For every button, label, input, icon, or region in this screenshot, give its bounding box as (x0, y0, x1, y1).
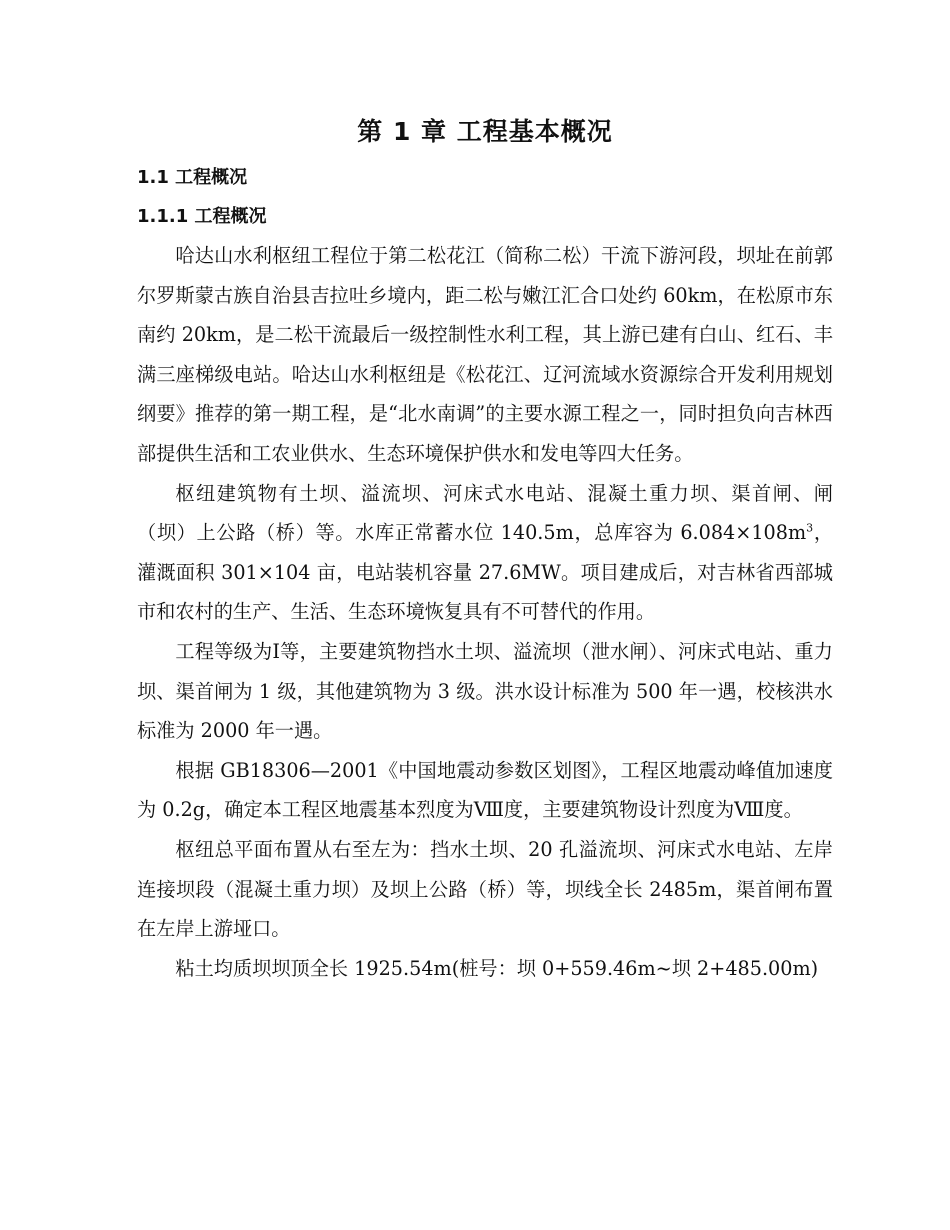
section-heading: 1.1 工程概况 (137, 167, 248, 188)
superscript-3: 3 (806, 521, 814, 535)
document-page (137, 110, 833, 988)
paragraph-dam-crest: 粘土均质坝坝顶全长 1925.54m(桩号：坝 0+559.46m~坝 2+485.00m) (175, 956, 819, 980)
paragraph-structures (137, 474, 833, 632)
chapter-title: 第 1 章 工程基本概况 (357, 117, 613, 146)
paragraph-layout: 枢纽总平面布置从右至左为：挡水土坝、20 孔溢流坝、河床式水电站、左岸连接坝段（混凝土重力坝）及坝上公路（桥）等，坝线全长 2485m，渠首闸布置在左岸上游垭口。 (137, 837, 833, 941)
paragraph-structures-text-a: 枢纽建筑物有土坝、溢流坝、河床式水电站、混凝土重力坝、渠首闸、闸（坝）上公路（桥）等。水库正常蓄水位 140.5m，总库容为 6.084×108m (137, 481, 833, 545)
subsection-heading: 1.1.1 工程概况 (137, 206, 267, 227)
paragraph-overview: 哈达山水利枢纽工程位于第二松花江（简称二松）干流下游河段，坝址在前郭尔罗斯蒙古族自治县吉拉吐乡境内，距二松与嫩江汇合口处约 60km，在松原市东南约 20km，是二松干流最后一级控制性水利工程，其上游已建有白山、红石、丰满三座梯级电站。哈达山水利枢纽是《松花江、辽河流域水资源综合开发利用规划纲要》推荐的第一期工程，是“北水南调”的主要水源工程之一，同时担负向吉林西部提供生活和工农业供水、生态环境保护供水和发电等四大任务。 (137, 244, 833, 465)
paragraph-structures-text-b: ， 灌溉面积 301×104 亩，电站装机容量 27.6MW。项目建成后，对吉林省西部城市和农村的生产、生活、生态环境恢复具有不可替代的作用。 (137, 521, 834, 624)
paragraph-seismic: 根据 GB18306—2001《中国地震动参数区划图》，工程区地震动峰值加速度为 0.2g，确定本工程区地震基本烈度为Ⅷ度，主要建筑物设计烈度为Ⅷ度。 (137, 758, 833, 822)
paragraph-grade: 工程等级为Ⅰ等，主要建筑物挡水土坝、溢流坝（泄水闸）、河床式电站、重力坝、渠首闸为 1 级，其他建筑物为 3 级。洪水设计标准为 500 年一遇，校核洪水标准为 2000 年一遇。 (137, 639, 833, 743)
